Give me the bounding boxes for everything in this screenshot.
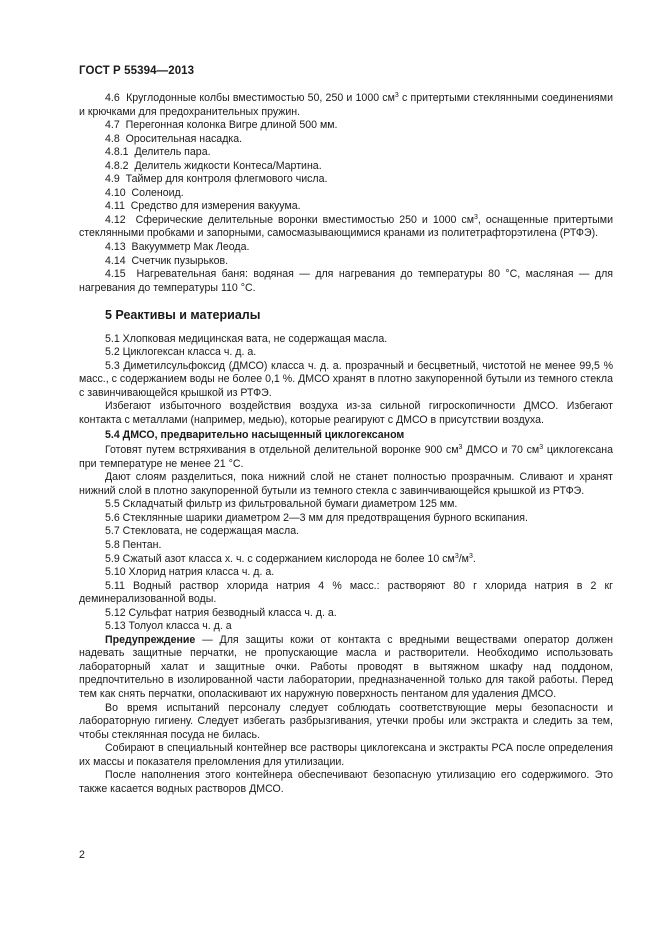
disposal-paragraph: После наполнения этого контейнера обеспечивают безопасную утилизацию его содержимого. Это также касается водных растворов ДМСО. — [79, 769, 613, 795]
item-5-6: 5.6 Стеклянные шарики диаметром 2—3 мм для предотвращения бурного вскипания. — [105, 511, 528, 524]
item-5-2: 5.2 Циклогексан класса ч. д. а. — [105, 346, 257, 359]
item-4-14: 4.14 Счетчик пузырьков. — [105, 254, 229, 267]
item-4-10: 4.10 Соленоид. — [105, 186, 184, 199]
item-4-12: 4.12 Сферические делительные воронки вместимостью 250 и 1000 $см^3$, оснащенные притертыми стеклянными пробками и запорными, самосмазывающимися кранами из политетрафторэтилена (РТФЭ). — [79, 213, 614, 240]
item-5-5: 5.5 Складчатый фильтр из фильтровальной бумаги диаметром 125 мм. — [105, 498, 458, 511]
item-5-8: 5.8 Пентан. — [105, 538, 162, 551]
item-4-6: 4.6 Круглодонные колбы вместимостью 50, 250 и 1000 $см^3$ с притертыми стеклянными соединениями и крючками для предохранительных пружин. — [79, 92, 613, 118]
item-5-13: 5.13 Толуол класса ч. д. а — [105, 620, 232, 633]
item-5-10: 5.10 Хлорид натрия класса ч. д. а. — [105, 566, 275, 579]
item-5-1: 5.1 Хлопковая медицинская вата, не содержащая масла. — [105, 332, 388, 345]
item-4-15: 4.15 Нагревательная баня: водяная — для нагревания до температуры 80 °C, масляная — для нагревания до температуры 110 °C. — [79, 268, 613, 294]
item-5-12: 5.12 Сульфат натрия безводный класса ч. д. а. — [105, 606, 337, 619]
document-code-header: ГОСТ Р 55394—2013 — [79, 65, 195, 77]
item-4-9: 4.9 Таймер для контроля флегмового числа. — [105, 173, 328, 186]
item-4-7: 4.7 Перегонная колонка Вигре длиной 500 мм. — [105, 119, 338, 132]
safety-paragraph: Во время испытаний персоналу следует соблюдать соответствующие меры безопасности и лабораторную гигиену. Следует избегать разбрызгивания, утечки пробы или экстракта и следить за тем, чтобы стеклянная посуда не билась. — [79, 701, 613, 741]
item-5-4-separation: Дают слоям разделиться, пока нижний слой не станет полностью прозрачным. Сливают и хранят нижний слой в плотно закупоренной бутыли из темного стекла с завинчивающейся крышкой из РТФЭ. — [79, 471, 613, 497]
item-5-4-title: 5.4 ДМСО, предварительно насыщенный циклогексаном — [105, 428, 405, 441]
page-number: 2 — [79, 849, 85, 861]
item-4-8: 4.8 Оросительная насадка. — [105, 132, 243, 145]
dmso-air-note: Избегают избыточного воздействия воздуха из-за сильной гигроскопичности ДМСО. Избегают контакта с металлами (например, медью), которые реагируют с ДМСО в присутствии воздуха. — [79, 400, 613, 427]
item-5-4-prep: Готовят путем встряхивания в отдельной делительной воронке 900 $см^3$ ДМСО и 70 $см^3$ циклогексана при температуре не менее 21 °C. — [79, 444, 613, 470]
section-5-title: 5 Реактивы и материалы — [105, 308, 261, 323]
item-5-3: 5.3 Диметилсульфоксид (ДМСО) класса ч. д. а. прозрачный и бесцветный, чистотой не менее 99,5 % масс., с содержанием воды не более 0,1 %. ДМСО хранят в плотно закупоренной бутыли из темного стекла с завинчивающейся крышкой из РТФЭ. — [79, 359, 613, 399]
warning-paragraph: Предупреждение — Для защиты кожи от контакта с вредными веществами оператор должен надевать защитные перчатки, не пропускающие масла и растворители. Необходимо использовать лабораторный халат и защитные очки. Работы проводят в вытяжном шкафу над поддоном, предпочтительно в изолированной части лаборатории, предназначенной только для такой работы. Перед тем как снять перчатки, ополаскивают их наружную поверхность пентаном для удаления ДМСО. — [79, 633, 613, 700]
item-5-7: 5.7 Стекловата, не содержащая масла. — [105, 525, 300, 538]
item-4-8-1: 4.8.1 Делитель пара. — [105, 146, 211, 159]
item-4-8-2: 4.8.2 Делитель жидкости Контеса/Мартина. — [105, 159, 322, 172]
warning-label: Предупреждение — [105, 633, 196, 646]
item-5-11: 5.11 Водный раствор хлорида натрия 4 % масс.: растворяют 80 г хлорида натрия в 2 кг деминерализованной воды. — [79, 579, 613, 606]
item-4-13: 4.13 Вакуумметр Мак Леода. — [105, 241, 250, 254]
item-5-9: 5.9 Сжатый азот класса х. ч. с содержанием кислорода не более 10 $см^3/м^3$. — [105, 552, 476, 565]
collection-paragraph: Собирают в специальный контейнер все растворы циклогексана и экстракты РСА после определения их массы и показателя преломления для утилизации. — [79, 742, 613, 768]
document-body — [79, 92, 613, 796]
item-4-11: 4.11 Средство для измерения вакуума. — [105, 200, 301, 213]
